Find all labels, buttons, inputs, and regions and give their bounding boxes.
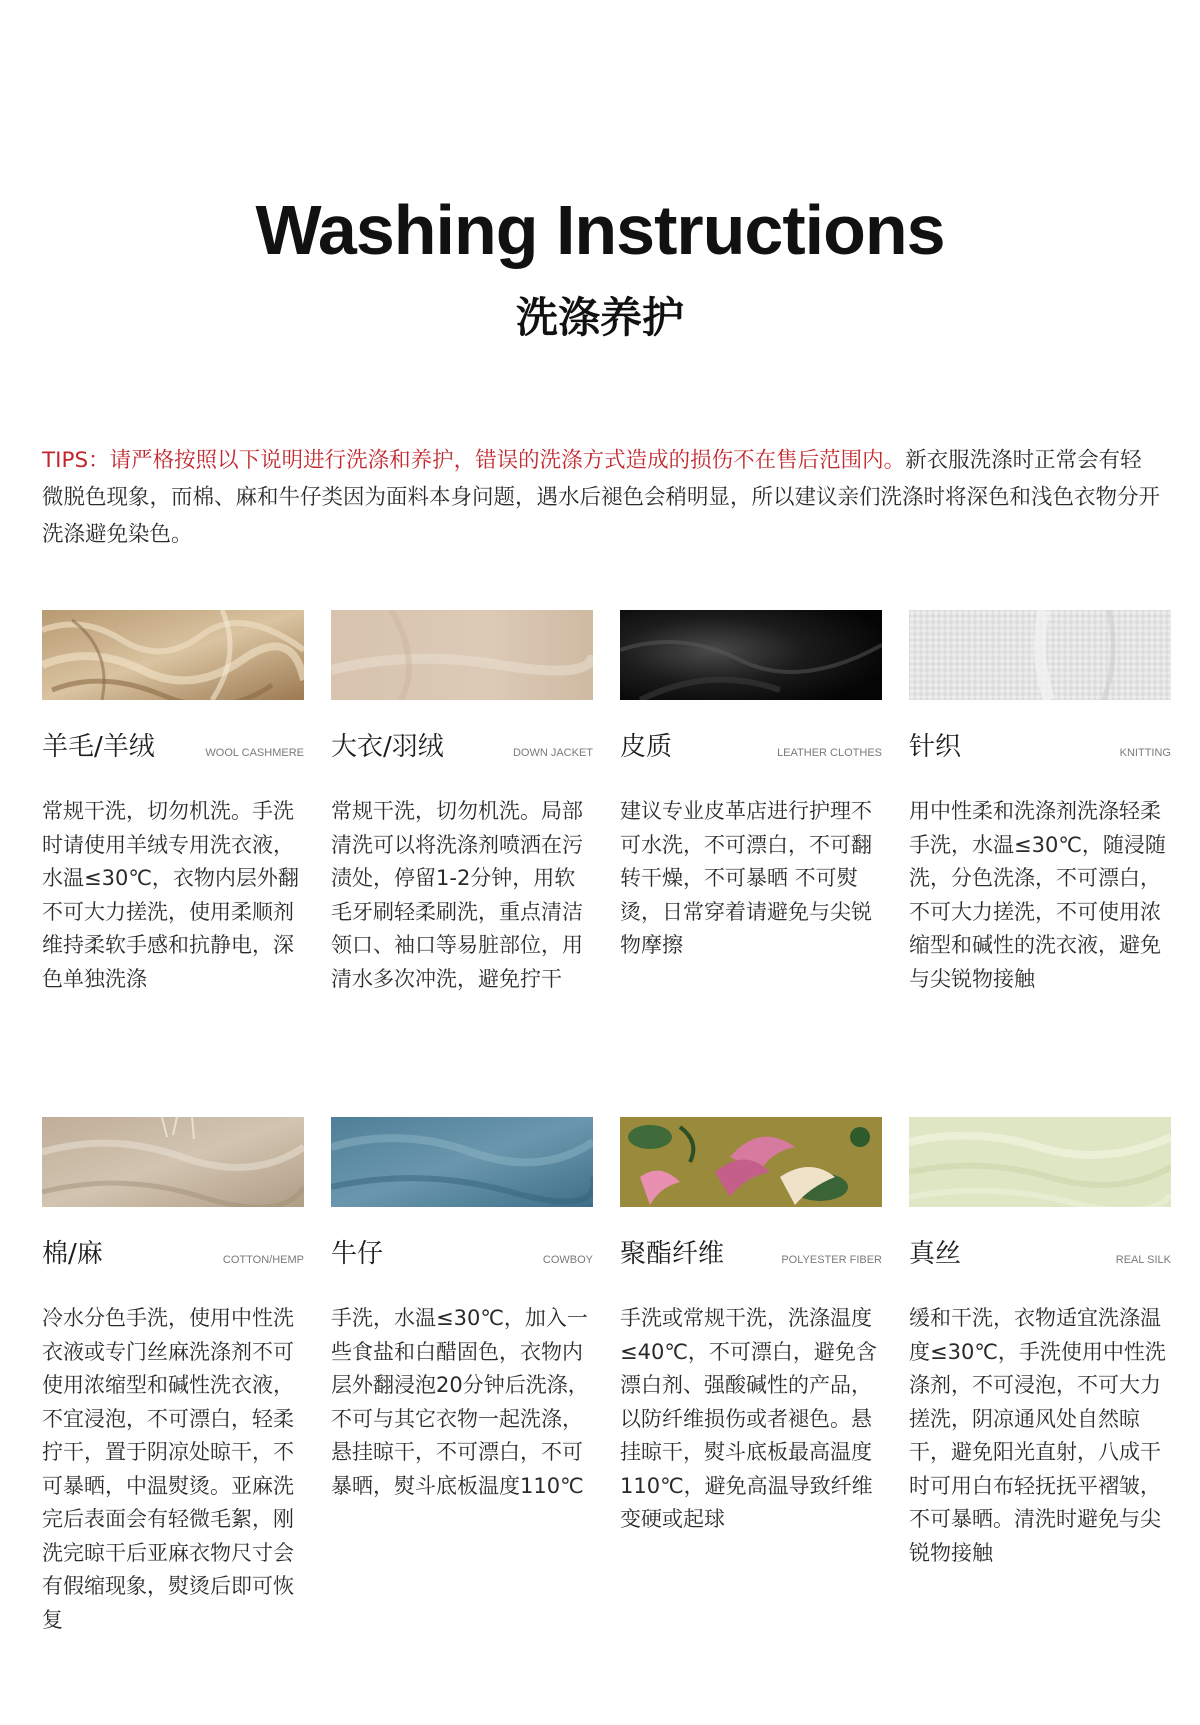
fabric-card-knitting — [909, 610, 1171, 996]
fabric-card-cowboy — [331, 1117, 593, 1503]
fabric-name-en: COWBOY — [542, 1254, 593, 1266]
fabric-name-en: COTTON/HEMP — [222, 1254, 304, 1266]
fabric-name-cn: 大衣/羽绒 — [331, 732, 444, 762]
fabric-card-down-jacket — [331, 610, 593, 996]
polyester-floral-fabric-image — [620, 1117, 882, 1207]
fabric-name-cn: 牛仔 — [331, 1239, 384, 1269]
fabric-name-en: LEATHER CLOTHES — [777, 747, 882, 759]
wool-fabric-image — [42, 610, 304, 700]
fabric-name-en: WOOL CASHMERE — [205, 747, 304, 759]
fabric-description: 用中性柔和洗涤剂洗涤轻柔手洗，水温≤30℃，随浸随洗，分色洗涤，不可漂白，不可大力搓洗，不可使用浓缩型和碱性的洗衣液，避免与尖锐物接触 — [909, 799, 1166, 991]
fabric-description: 手洗，水温≤30℃，加入一些食盐和白醋固色，衣物内层外翻浸泡20分钟后洗涤，不可与其它衣物一起洗涤，悬挂晾干，不可漂白，不可暴晒，熨斗底板温度110℃ — [331, 1306, 589, 1498]
fabric-name-en: KNITTING — [1119, 747, 1171, 759]
fabric-card-silk — [909, 1117, 1171, 1570]
fabric-card-cotton-hemp — [42, 1117, 304, 1637]
fabric-card-wool — [42, 610, 304, 996]
fabric-name-cn: 皮质 — [620, 732, 673, 762]
tips-paragraph — [42, 442, 1162, 553]
fabric-name-en: REAL SILK — [1115, 1254, 1171, 1266]
fabric-name-cn: 棉/麻 — [42, 1239, 103, 1269]
fabric-description: 手洗或常规干洗，洗涤温度≤40℃，不可漂白，避免含漂白剂、强酸碱性的产品，以防纤维损伤或者褪色。悬挂晾干，熨斗底板最高温度110℃，避免高温导致纤维变硬或起球 — [620, 1306, 877, 1531]
down-jacket-fabric-image — [331, 610, 593, 700]
fabric-name-cn: 真丝 — [909, 1239, 962, 1269]
tips-body: 新衣服洗涤时正常会有轻微脱色现象，而棉、麻和牛仔类因为面料本身问题，遇水后褪色会稍明显，所以建议亲们洗涤时将深色和浅色衣物分开洗涤避免染色。 — [42, 448, 1161, 547]
leather-fabric-image — [620, 610, 882, 700]
fabric-description: 建议专业皮革店进行护理不可水洗，不可漂白，不可翻转干燥，不可暴晒 不可熨烫，日常穿着请避免与尖锐物摩擦 — [620, 799, 872, 957]
fabric-name-cn: 针织 — [909, 732, 962, 762]
knitting-fabric-image — [909, 610, 1171, 700]
fabric-name-cn: 羊毛/羊绒 — [42, 732, 155, 762]
fabric-description: 常规干洗，切勿机洗。手洗时请使用羊绒专用洗衣液，水温≤30℃，衣物内层外翻不可大力搓洗，使用柔顺剂维持柔软手感和抗静电，深色单独洗涤 — [42, 799, 299, 991]
fabric-description: 缓和干洗，衣物适宜洗涤温度≤30℃，手洗使用中性洗涤剂，不可浸泡，不可大力搓洗，阴凉通风处自然晾干，避免阳光直射，八成干时可用白布轻抚抚平褶皱，不可暴晒。清洗时避免与尖锐物接触 — [909, 1306, 1166, 1565]
fabric-description: 常规干洗，切勿机洗。局部清洗可以将洗涤剂喷洒在污渍处，停留1-2分钟，用软毛牙刷轻柔刷洗，重点清洁领口、袖口等易脏部位，用清水多次冲洗，避免拧干 — [331, 799, 583, 991]
silk-fabric-image — [909, 1117, 1171, 1207]
tips-highlight: TIPS：请严格按照以下说明进行洗涤和养护，错误的洗涤方式造成的损伤不在售后范围内。 — [42, 448, 906, 473]
page-title: Washing Instructions — [255, 191, 945, 269]
fabric-description: 冷水分色手洗，使用中性洗衣液或专门丝麻洗涤剂不可使用浓缩型和碱性洗衣液，不宜浸泡，不可漂白，轻柔拧干，置于阴凉处晾干，不可暴晒，中温熨烫。亚麻洗完后表面会有轻微毛絮，刚洗完晾干后亚麻衣物尺寸会有假缩现象，熨烫后即可恢复 — [42, 1306, 294, 1632]
fabric-name-en: POLYESTER FIBER — [781, 1254, 882, 1266]
fabric-name-en: DOWN JACKET — [512, 747, 593, 759]
fabric-name-cn: 聚酯纤维 — [620, 1239, 725, 1269]
fabric-card-leather — [620, 610, 882, 963]
cotton-hemp-fabric-image — [42, 1117, 304, 1207]
page-subtitle: 洗涤养护 — [515, 293, 684, 342]
fabric-card-polyester — [620, 1117, 882, 1537]
denim-fabric-image — [331, 1117, 593, 1207]
